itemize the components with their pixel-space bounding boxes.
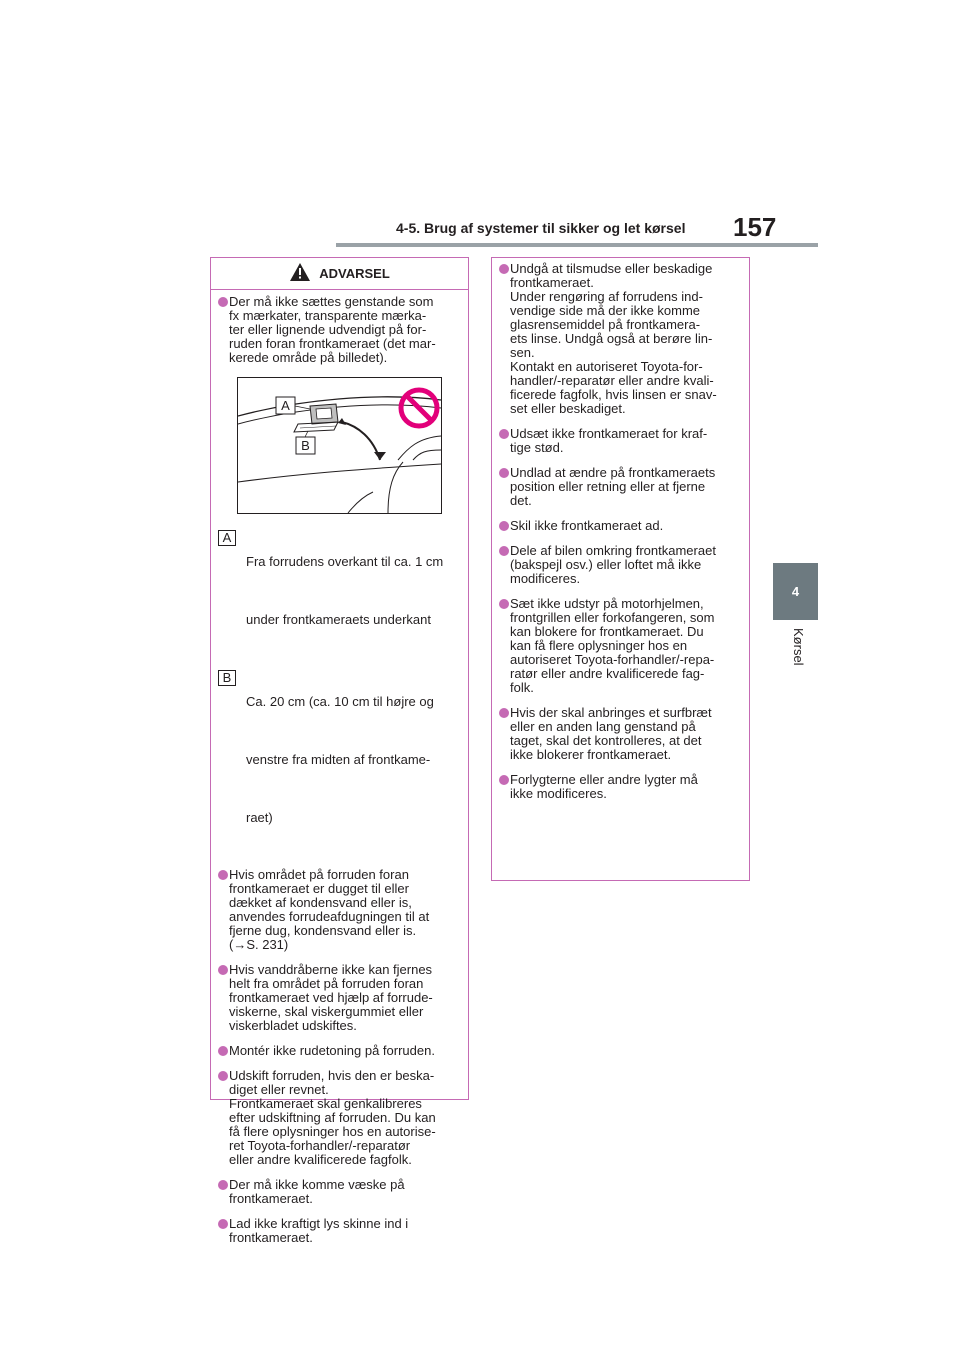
warning-bullet bbox=[218, 868, 460, 952]
warning-box-right bbox=[491, 257, 750, 881]
warning-bullet bbox=[499, 773, 741, 801]
warning-bullet bbox=[499, 466, 741, 508]
bullet-text: Sæt ikke udstyr på motorhjelmen, frontgrillen eller forkofangeren, som kan blokere for frontkameraet. Du kan få flere oplysninger hos en autoriseret Toyota-forhandler/-repa- ratør eller andre kvalificerede fag- folk. bbox=[510, 596, 715, 695]
bullet-text: Forlygterne eller andre lygter må ikke modificeres. bbox=[510, 772, 698, 801]
bullet-text: Hvis området på forruden foran frontkameraet er dugget til eller dækket af kondensvand eller is, anvendes forrudeafdugningen til at fjerne dug, kondensvand eller is. (→S. 231) bbox=[229, 867, 430, 952]
warning-bullet bbox=[499, 706, 741, 762]
bullet-text: Udsæt ikke frontkameraet for kraf- tige stød. bbox=[510, 426, 708, 455]
bullet-dot bbox=[218, 1180, 228, 1190]
legend-item-b bbox=[218, 666, 460, 854]
warning-bullet bbox=[218, 1217, 460, 1245]
section-title: 4-5. Brug af systemer til sikker og let kørsel bbox=[396, 220, 686, 236]
legend-text-line: under frontkameraets underkant bbox=[246, 612, 431, 627]
warning-triangle-icon bbox=[289, 262, 311, 285]
figure-label-b: B bbox=[301, 438, 310, 453]
bullet-dot bbox=[218, 965, 228, 975]
bullet-dot bbox=[218, 1046, 228, 1056]
bullet-text: Dele af bilen omkring frontkameraet (bakspejl osv.) eller loftet må ikke modificeres. bbox=[510, 543, 716, 586]
warning-bullet bbox=[218, 1044, 460, 1058]
warning-bullet bbox=[218, 1178, 460, 1206]
warning-bullet bbox=[499, 544, 741, 586]
bullet-text: Udskift forruden, hvis den er beska- diget eller revnet. Frontkameraet skal genkalibreres efter udskiftning af forruden. Du kan få flere oplysninger hos en autorise- ret Toyota-forhandler/-reparatør eller andre kvalificerede fagfolk. bbox=[229, 1068, 436, 1167]
warning-box-left bbox=[210, 257, 469, 1245]
bullet-text: Der må ikke komme væske på frontkameraet. bbox=[229, 1177, 405, 1206]
bullet-dot bbox=[499, 599, 509, 609]
bullet-dot bbox=[218, 1071, 228, 1081]
bullet-dot bbox=[218, 297, 228, 307]
windshield-camera-figure bbox=[237, 377, 442, 514]
bullet-text: Skil ikke frontkameraet ad. bbox=[510, 518, 664, 533]
warning-header bbox=[211, 258, 468, 290]
chapter-number: 4 bbox=[791, 584, 800, 599]
warning-bullet bbox=[499, 519, 741, 533]
bullet-text: Der må ikke sættes genstande som fx mærkater, transparente mærka- ter eller lignende udvendigt på for- ruden foran frontkameraet (det mar- kerede område på billedet). bbox=[229, 294, 436, 365]
bullet-text: Hvis vanddråberne ikke kan fjernes helt fra området på forruden foran frontkameraet ved hjælp af forrude- viskerne, skal viskergummiet eller viskerbladet udskiftes. bbox=[229, 962, 433, 1033]
warning-bullet bbox=[218, 1069, 460, 1167]
legend-item-a bbox=[218, 526, 460, 656]
bullet-text: Montér ikke rudetoning på forruden. bbox=[229, 1043, 435, 1058]
warning-bullet bbox=[499, 597, 741, 695]
figure-label-a: A bbox=[281, 398, 290, 413]
bullet-dot bbox=[499, 429, 509, 439]
bullet-text: Lad ikke kraftigt lys skinne ind i frontkameraet. bbox=[229, 1216, 409, 1245]
bullet-text: Hvis der skal anbringes et surfbræt eller en anden lang genstand på taget, skal det kontrolleres, at det ikke blokerer frontkameraet. bbox=[510, 705, 712, 762]
bullet-dot bbox=[499, 468, 509, 478]
bullet-dot bbox=[499, 775, 509, 785]
legend-badge-a: A bbox=[218, 530, 236, 546]
legend-text-line: Fra forrudens overkant til ca. 1 cm bbox=[246, 554, 444, 569]
bullet-dot bbox=[499, 264, 509, 274]
warning-bullet bbox=[499, 427, 741, 455]
header-divider bbox=[336, 243, 818, 247]
warning-bullet bbox=[499, 262, 741, 416]
chapter-tab bbox=[773, 563, 818, 620]
bullet-dot bbox=[218, 870, 228, 880]
bullet-dot bbox=[218, 1219, 228, 1229]
legend-text-line: raet) bbox=[246, 810, 273, 825]
legend-text-line: Ca. 20 cm (ca. 10 cm til højre og bbox=[246, 694, 434, 709]
warning-bullet bbox=[218, 963, 460, 1033]
warning-title: ADVARSEL bbox=[319, 266, 390, 281]
page-number: 157 bbox=[733, 212, 777, 242]
bullet-dot bbox=[499, 521, 509, 531]
chapter-label: Kørsel bbox=[791, 628, 806, 666]
legend-badge-b: B bbox=[218, 670, 236, 686]
bullet-dot bbox=[499, 708, 509, 718]
bullet-text: Undgå at tilsmudse eller beskadige frontkameraet. Under rengøring af forrudens ind- vendige side må der ikke komme glasrensemiddel på frontkamera- ets linse. Undgå også at berøre lin- sen. Kontakt en autoriseret Toyota-for- handler/-reparatør eller andre kvali- ficerede fagfolk, hvis linsen er snav- set eller beskadiget. bbox=[510, 261, 717, 416]
bullet-dot bbox=[499, 546, 509, 556]
legend-text-line: venstre fra midten af frontkame- bbox=[246, 752, 431, 767]
warning-bullet bbox=[218, 295, 460, 365]
bullet-text: Undlad at ændre på frontkameraets position eller retning eller at fjerne det. bbox=[510, 465, 716, 508]
